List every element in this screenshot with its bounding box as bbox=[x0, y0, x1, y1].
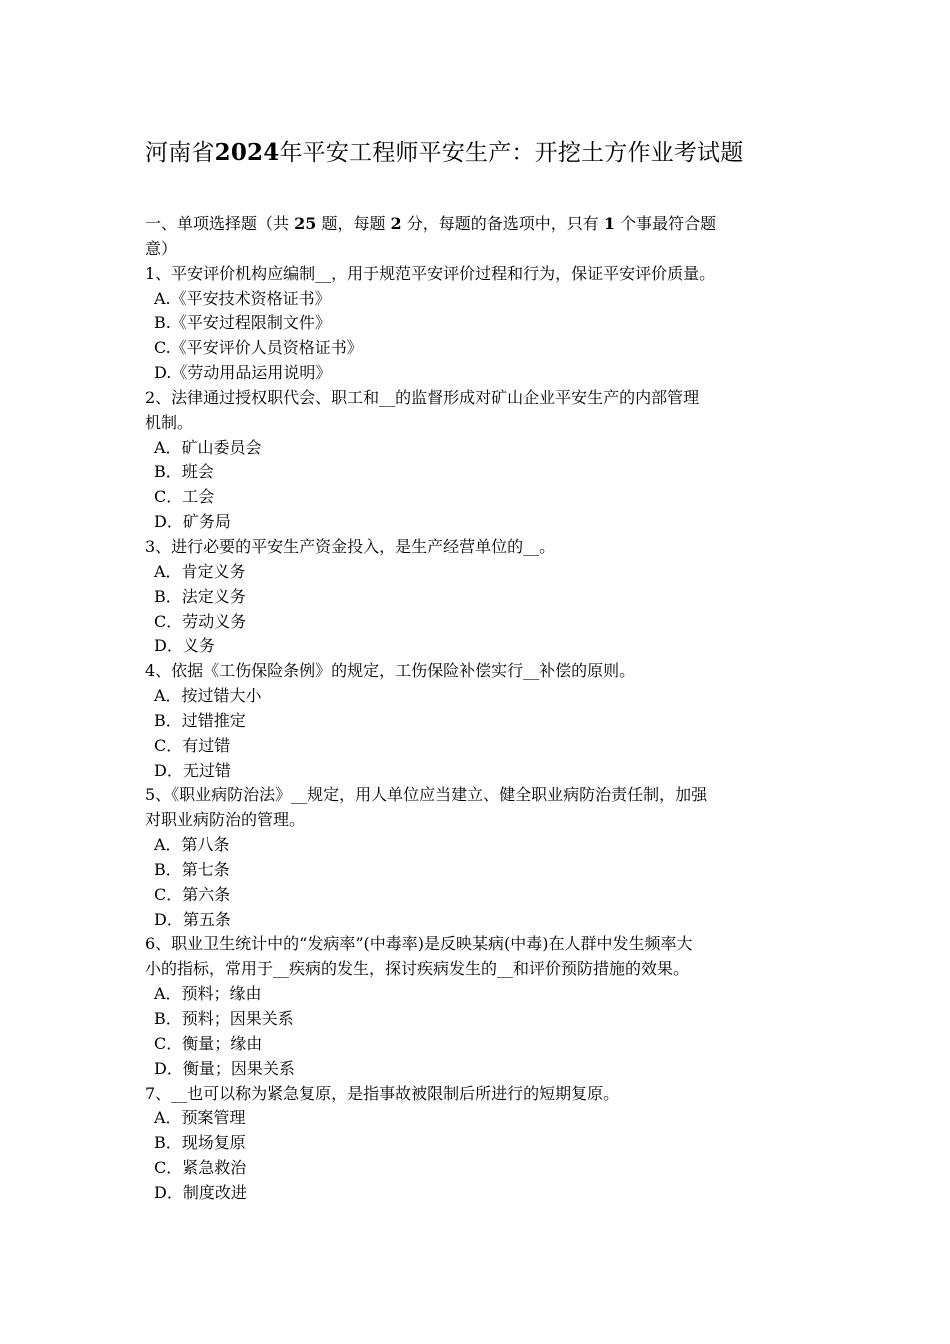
answer-option: B．班会 bbox=[154, 462, 214, 482]
answer-option: C．工会 bbox=[154, 487, 215, 507]
section-text-c: 分，每题的备选项中，只有 bbox=[401, 214, 604, 233]
title-prefix: 河南省 bbox=[145, 140, 215, 166]
question-stem: 小的指标，常用于__疾病的发生，探讨疾病发生的__和评价预防措施的效果。 bbox=[145, 959, 690, 979]
answer-count: 1 bbox=[603, 214, 616, 233]
title-year: 2024 bbox=[214, 139, 280, 166]
question-stem: 1、平安评价机构应编制__，用于规范平安评价过程和行为，保证平安评价质量。 bbox=[145, 263, 716, 283]
answer-option: A.《平安技术资格证书》 bbox=[154, 288, 331, 308]
question-stem: 对职业病防治的管理。 bbox=[145, 810, 306, 830]
title-suffix: 年平安工程师平安生产：开挖土方作业考试题 bbox=[279, 140, 744, 166]
answer-option: D．矿务局 bbox=[154, 512, 231, 532]
answer-option: D．第五条 bbox=[154, 909, 231, 929]
answer-option: A．矿山委员会 bbox=[154, 437, 262, 457]
page-title bbox=[145, 137, 835, 169]
section-heading bbox=[145, 212, 809, 237]
question-stem: 6、职业卫生统计中的“发病率”(中毒率)是反映某病(中毒)在人群中发生频率大 bbox=[145, 934, 693, 954]
answer-option: C．有过错 bbox=[154, 735, 231, 755]
answer-option: D．义务 bbox=[154, 636, 215, 656]
question-list bbox=[145, 212, 809, 1206]
question-stem: 7、__也可以称为紧急复原，是指事故被限制后所进行的短期复原。 bbox=[145, 1083, 620, 1103]
question-stem: 4、依据《工伤保险条例》的规定，工伤保险补偿实行__补偿的原则。 bbox=[145, 661, 636, 681]
answer-option: D．无过错 bbox=[154, 760, 231, 780]
question-count: 25 bbox=[294, 214, 317, 233]
answer-option: D．衡量；因果关系 bbox=[154, 1058, 295, 1078]
answer-option: D．制度改进 bbox=[154, 1182, 247, 1202]
section-text-a: 一、单项选择题（共 bbox=[145, 214, 295, 233]
answer-option: D.《劳动用品运用说明》 bbox=[154, 363, 332, 383]
question-stem: 机制。 bbox=[145, 412, 194, 432]
question-stem: 3、进行必要的平安生产资金投入，是生产经营单位的__。 bbox=[145, 536, 556, 556]
points-per-question: 2 bbox=[390, 214, 402, 233]
question-stem: 2、法律通过授权职代会、职工和__的监督形成对矿山企业平安生产的内部管理 bbox=[145, 387, 700, 407]
section-text-d: 个事最符合题 bbox=[615, 214, 717, 233]
answer-option: B．法定义务 bbox=[154, 586, 246, 606]
answer-option: A．预案管理 bbox=[154, 1108, 246, 1128]
section-heading-cont: 意） bbox=[145, 238, 178, 258]
answer-option: A．按过错大小 bbox=[154, 686, 262, 706]
answer-option: C．第六条 bbox=[154, 884, 231, 904]
section-text-b: 题，每题 bbox=[316, 214, 391, 233]
answer-option: C.《平安评价人员资格证书》 bbox=[154, 338, 363, 358]
answer-option: C．劳动义务 bbox=[154, 611, 247, 631]
answer-option: A．预料；缘由 bbox=[154, 984, 262, 1004]
answer-option: C．衡量；缘由 bbox=[154, 1033, 263, 1053]
answer-option: A．肯定义务 bbox=[154, 561, 246, 581]
answer-option: A．第八条 bbox=[154, 835, 230, 855]
answer-option: B.《平安过程限制文件》 bbox=[154, 313, 331, 333]
answer-option: B．第七条 bbox=[154, 859, 230, 879]
answer-option: B．过错推定 bbox=[154, 710, 246, 730]
answer-option: B．预料；因果关系 bbox=[154, 1009, 294, 1028]
answer-option: B．现场复原 bbox=[154, 1133, 246, 1153]
question-stem: 5、《职业病防治法》__规定，用人单位应当建立、健全职业病防治责任制，加强 bbox=[145, 785, 708, 805]
answer-option: C．紧急救治 bbox=[154, 1158, 247, 1178]
